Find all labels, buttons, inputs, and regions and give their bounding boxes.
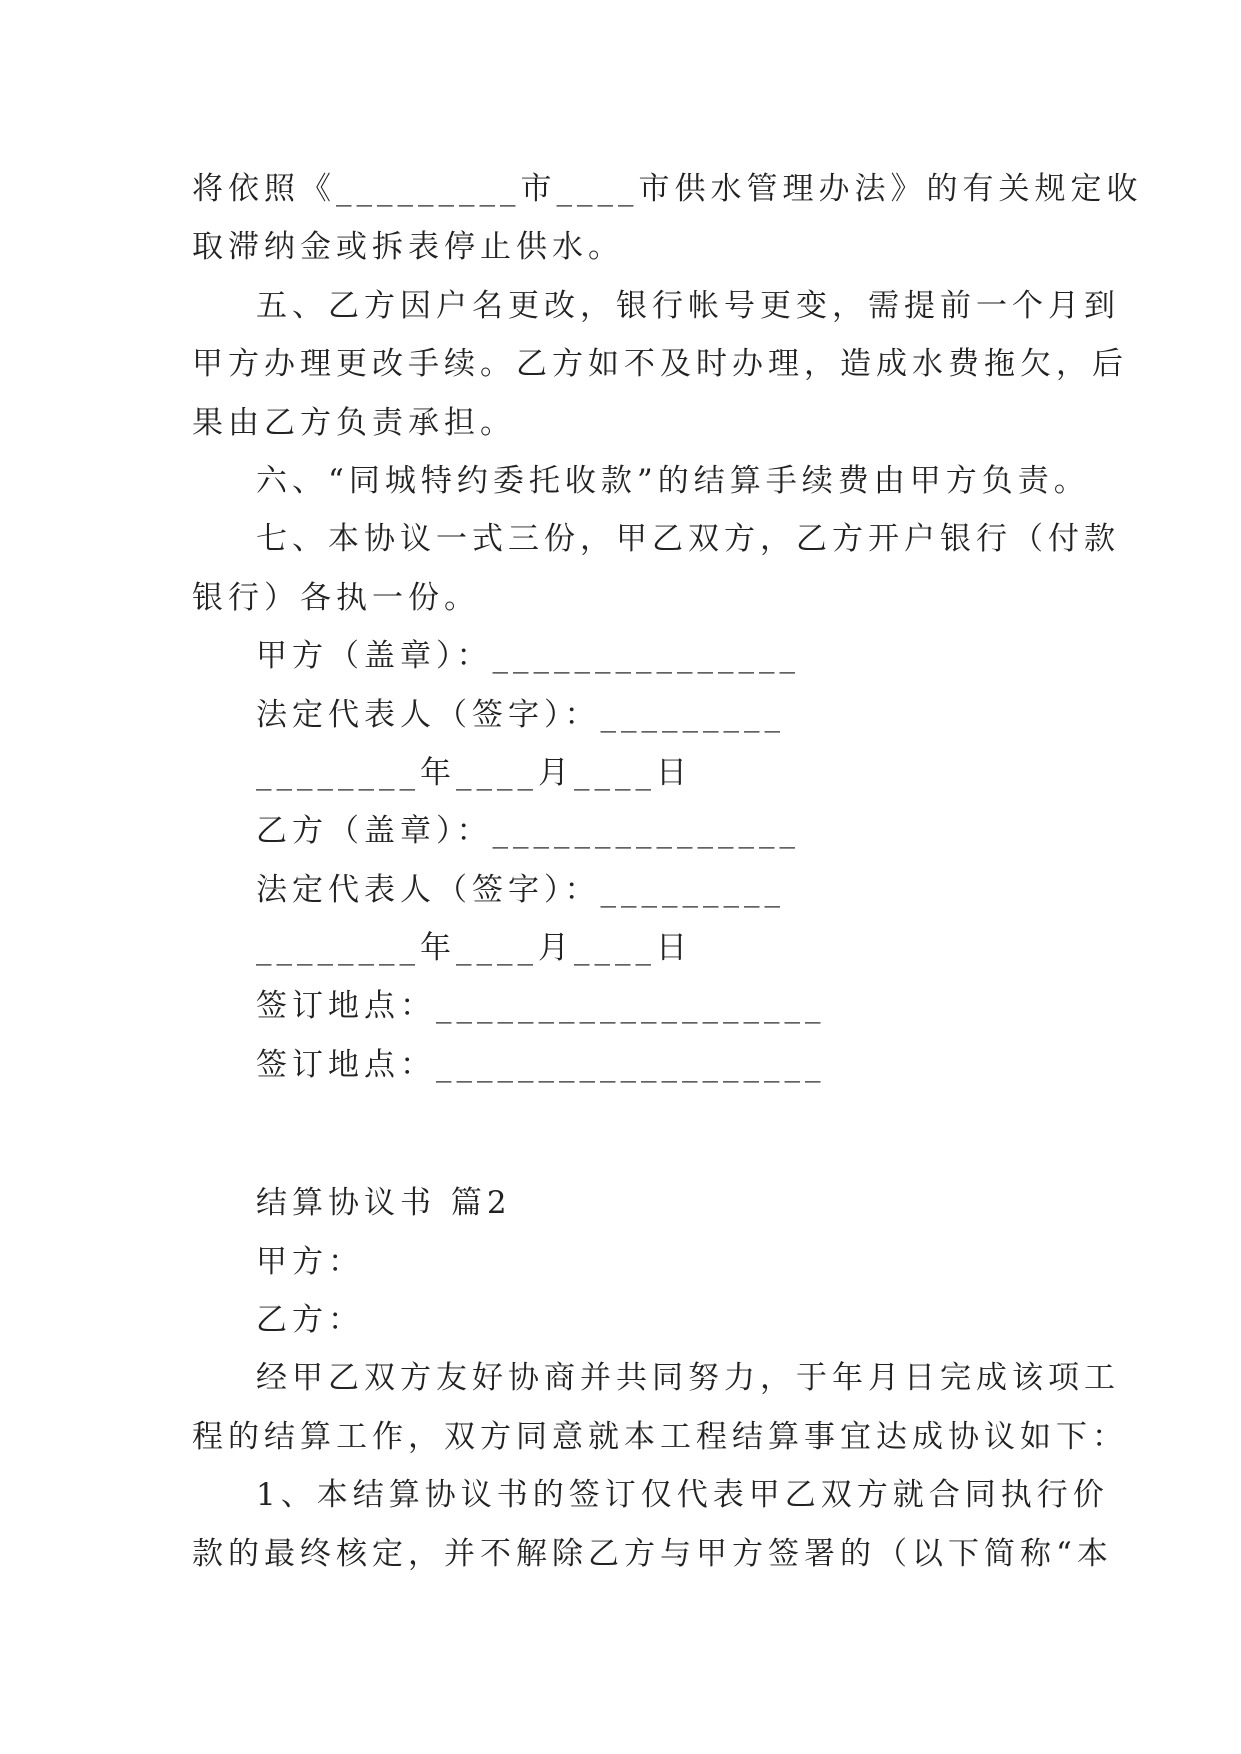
clause-six: 六、“同城特约委托收款”的结算手续费由甲方负责。 xyxy=(256,462,1090,499)
text-line: 取滞纳金或拆表停止供水。 xyxy=(192,229,624,266)
party-a-seal: 甲方（盖章）：_______________ xyxy=(256,638,800,675)
party-a-date: ________年____月____日 xyxy=(256,754,692,791)
party-b-representative: 法定代表人（签字）：_________ xyxy=(256,871,785,908)
party-a-representative: 法定代表人（签字）：_________ xyxy=(256,696,785,733)
signing-place: 签订地点：___________________ xyxy=(256,1046,826,1083)
text-line: 银行）各执一份。 xyxy=(192,579,480,616)
preamble-line: 经甲乙双方友好协商并共同努力，于年月日完成该项工 xyxy=(256,1360,1120,1397)
text-line: 甲方办理更改手续。乙方如不及时办理，造成水费拖欠，后 xyxy=(192,346,1128,383)
text-line: 将依照《_________市____市供水管理办法》的有关规定收 xyxy=(192,171,1143,207)
text-line: 果由乙方负责承担。 xyxy=(192,404,516,441)
section-title: 结算协议书 篇2 xyxy=(256,1185,512,1222)
document-body xyxy=(192,160,1143,1583)
section-gap xyxy=(192,1094,1062,1174)
party-b-seal: 乙方（盖章）：_______________ xyxy=(256,813,800,850)
clause-seven: 七、本协议一式三份，甲乙双方，乙方开户银行（付款 xyxy=(256,521,1120,558)
party-b-label: 乙方： xyxy=(256,1302,364,1339)
signing-place: 签订地点：___________________ xyxy=(256,988,826,1025)
clause-one: 1、本结算协议书的签订仅代表甲乙双方就合同执行价 xyxy=(256,1477,1109,1514)
text-line: 款的最终核定，并不解除乙方与甲方签署的（以下简称“本 xyxy=(192,1535,1113,1572)
party-b-date: ________年____月____日 xyxy=(256,930,692,967)
clause-five: 五、乙方因户名更改，银行帐号更变，需提前一个月到 xyxy=(256,287,1120,324)
party-a-label: 甲方： xyxy=(256,1243,364,1280)
text-line: 程的结算工作，双方同意就本工程结算事宜达成协议如下： xyxy=(192,1418,1128,1455)
